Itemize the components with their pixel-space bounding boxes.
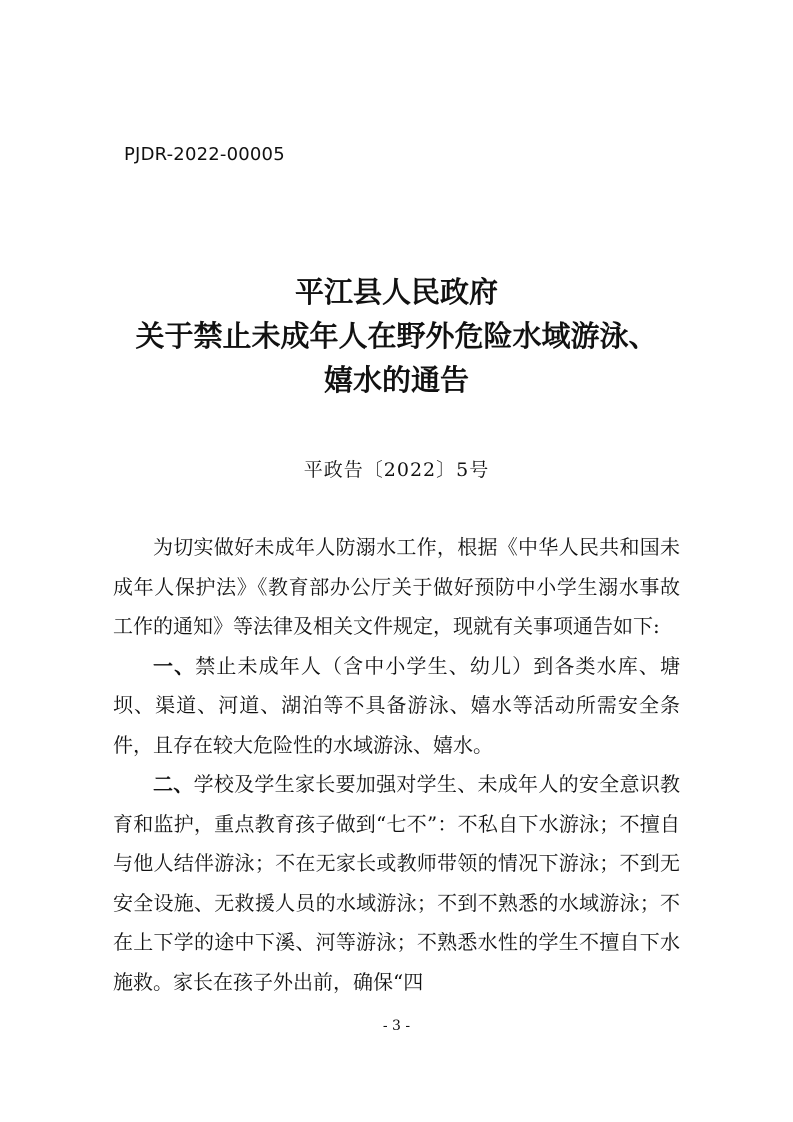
intro-paragraph: 为切实做好未成年人防溺水工作，根据《中华人民共和国未成年人保护法》《教育部办公厅关于做好预防中小学生溺水事故工作的通知》等法律及相关文件规定，现就有关事项通告如下: <box>113 535 680 638</box>
item-1-lead: 一、 <box>153 653 196 678</box>
issue-number: 平政告〔2022〕5号 <box>303 459 490 481</box>
document-number: PJDR-2022-00005 <box>124 144 285 165</box>
page-number: - 3 - <box>382 1018 411 1034</box>
item-2-text: 学校及学生家长要加强对学生、未成年人的安全意识教育和监护，重点教育孩子做到“七不”：不私自下水游泳；不擅自与他人结伴游泳；不在无家长或教师带领的情况下游泳；不到无安全设施、无救援人员的水域游泳；不到不熟悉的水域游泳；不在上下学的途中下溪、河等游泳；不熟悉水性的学生不擅自下水施救。家长在孩子外出前，确保“四 <box>113 772 681 994</box>
document-body <box>113 528 680 1002</box>
item-1-paragraph <box>113 647 680 766</box>
item-1-text: 禁止未成年人（含中小学生、幼儿）到各类水库、塘坝、渠道、河道、湖泊等不具备游泳、嬉水等活动所需安全条件，且存在较大危险性的水域游泳、嬉水。 <box>113 653 680 757</box>
item-2-paragraph <box>113 765 680 1002</box>
title-line-1: 平江县人民政府 <box>294 275 498 309</box>
title-line-2: 关于禁止未成年人在野外危险水域游泳、 <box>135 319 658 353</box>
title-line-3: 嬉水的通告 <box>323 363 469 397</box>
item-2-lead: 二、 <box>153 772 194 796</box>
